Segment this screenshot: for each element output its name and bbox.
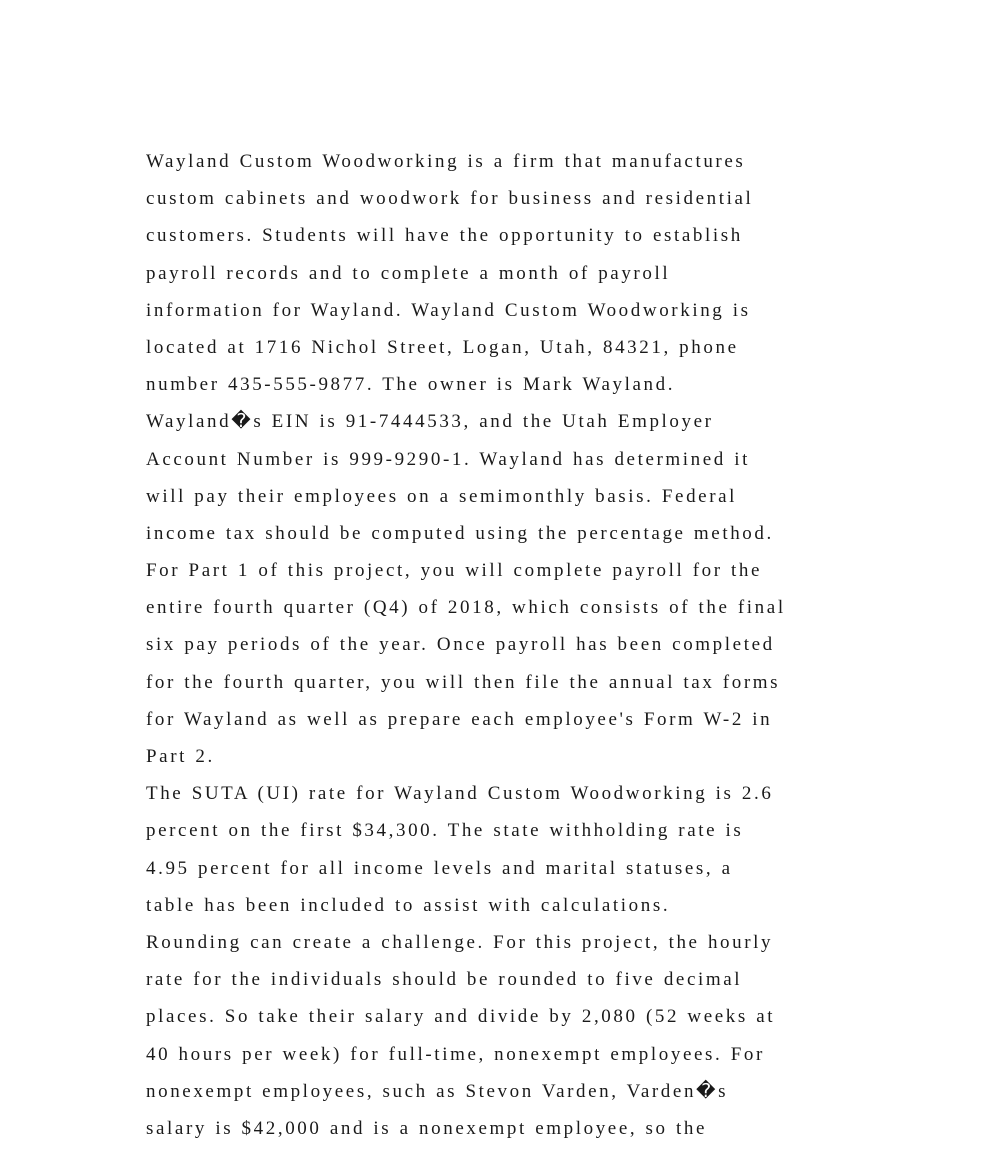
- text-line: Rounding can create a challenge. For this project, the hourly: [146, 931, 774, 953]
- text-line: will pay their employees on a semimonthly basis. Federal: [146, 485, 738, 507]
- text-line: customers. Students will have the opportunity to establish: [146, 225, 743, 247]
- text-line: located at 1716 Nichol Street, Logan, Utah, 84321, phone: [146, 336, 739, 358]
- text-line: income tax should be computed using the percentage method.: [146, 522, 774, 544]
- text-line: nonexempt employees, such as Stevon Varden, Varden�s: [146, 1080, 729, 1102]
- text-line: Part 2.: [146, 746, 215, 767]
- text-line: For Part 1 of this project, you will complete payroll for the: [146, 560, 763, 582]
- text-line: table has been included to assist with calculations.: [146, 894, 671, 916]
- text-line: places. So take their salary and divide by 2,080 (52 weeks at: [146, 1006, 776, 1028]
- text-line: 40 hours per week) for full-time, nonexempt employees. For: [146, 1043, 765, 1065]
- text-line: The SUTA (UI) rate for Wayland Custom Woodworking is 2.6: [146, 783, 774, 805]
- text-line: 4.95 percent for all income levels and marital statuses, a: [146, 857, 733, 879]
- text-line: percent on the first $34,300. The state withholding rate is: [146, 820, 744, 842]
- text-line: payroll records and to complete a month of payroll: [146, 262, 671, 284]
- text-line: custom cabinets and woodwork for business and residential: [146, 188, 754, 210]
- text-line: Account Number is 999-9290-1. Wayland has determined it: [146, 448, 751, 470]
- text-line: six pay periods of the year. Once payroll has been completed: [146, 634, 775, 656]
- text-line: salary is $42,000 and is a nonexempt employee, so the: [146, 1117, 708, 1139]
- text-line: for Wayland as well as prepare each employee's Form W-2 in: [146, 708, 773, 730]
- document-body: [146, 143, 866, 1147]
- text-line: Wayland Custom Woodworking is a firm that manufactures: [146, 151, 746, 172]
- text-line: rate for the individuals should be rounded to five decimal: [146, 969, 743, 991]
- text-line: information for Wayland. Wayland Custom Woodworking is: [146, 299, 751, 321]
- text-line: for the fourth quarter, you will then file the annual tax forms: [146, 671, 781, 693]
- text-line: entire fourth quarter (Q4) of 2018, which consists of the final: [146, 597, 786, 619]
- text-line: Wayland�s EIN is 91-7444533, and the Utah Employer: [146, 411, 714, 433]
- text-line: number 435-555-9877. The owner is Mark Wayland.: [146, 374, 676, 396]
